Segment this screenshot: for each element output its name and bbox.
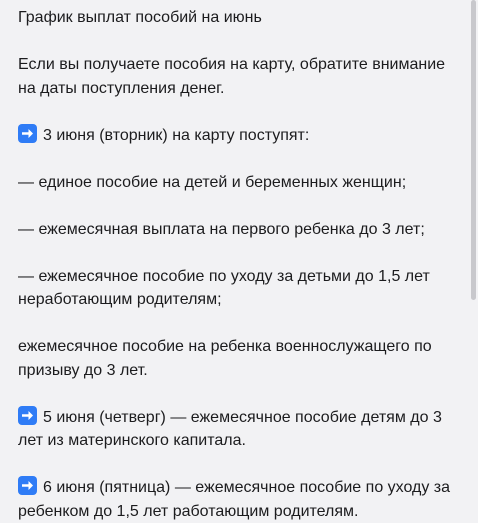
spacer [18, 312, 462, 336]
list-item: — ежемесячное пособие по уходу за детьми до 1,5 лет неработающим родителям; [18, 267, 430, 308]
list-item: ежемесячное пособие на ребенка военнослужащего по призыву до 3 лет. [18, 338, 432, 379]
spacer [18, 453, 462, 477]
schedule-item-label: 6 июня (пятница) — ежемесячное пособие по уходу за ребенком до 1,5 лет работающим родителям. [18, 479, 451, 520]
spacer [18, 382, 462, 406]
spacer [18, 147, 462, 171]
schedule-item-june-3 [18, 124, 462, 148]
spacer [18, 194, 462, 218]
schedule-item-label: 5 июня (четверг) — ежемесячное пособие детям до 3 лет из материнского капитала. [18, 408, 442, 449]
spacer [18, 100, 462, 124]
post-title: График выплат пособий на июнь [18, 9, 262, 26]
schedule-item-label: 3 июня (вторник) на карту поступят: [43, 126, 310, 144]
arrow-right-icon [18, 476, 37, 495]
schedule-item-june-5 [18, 406, 462, 453]
list-item: — ежемесячная выплата на первого ребенка до 3 лет; [18, 220, 425, 238]
post-intro: Если вы получаете пособия на карту, обратите внимание на даты поступления денег. [18, 56, 446, 97]
spacer [18, 30, 462, 54]
arrow-right-icon [18, 406, 37, 425]
message-body [18, 6, 462, 523]
spacer [18, 241, 462, 265]
list-item: — единое пособие на детей и беременных женщин; [18, 173, 407, 191]
arrow-right-icon [18, 124, 37, 143]
scrollbar[interactable] [471, 0, 476, 300]
